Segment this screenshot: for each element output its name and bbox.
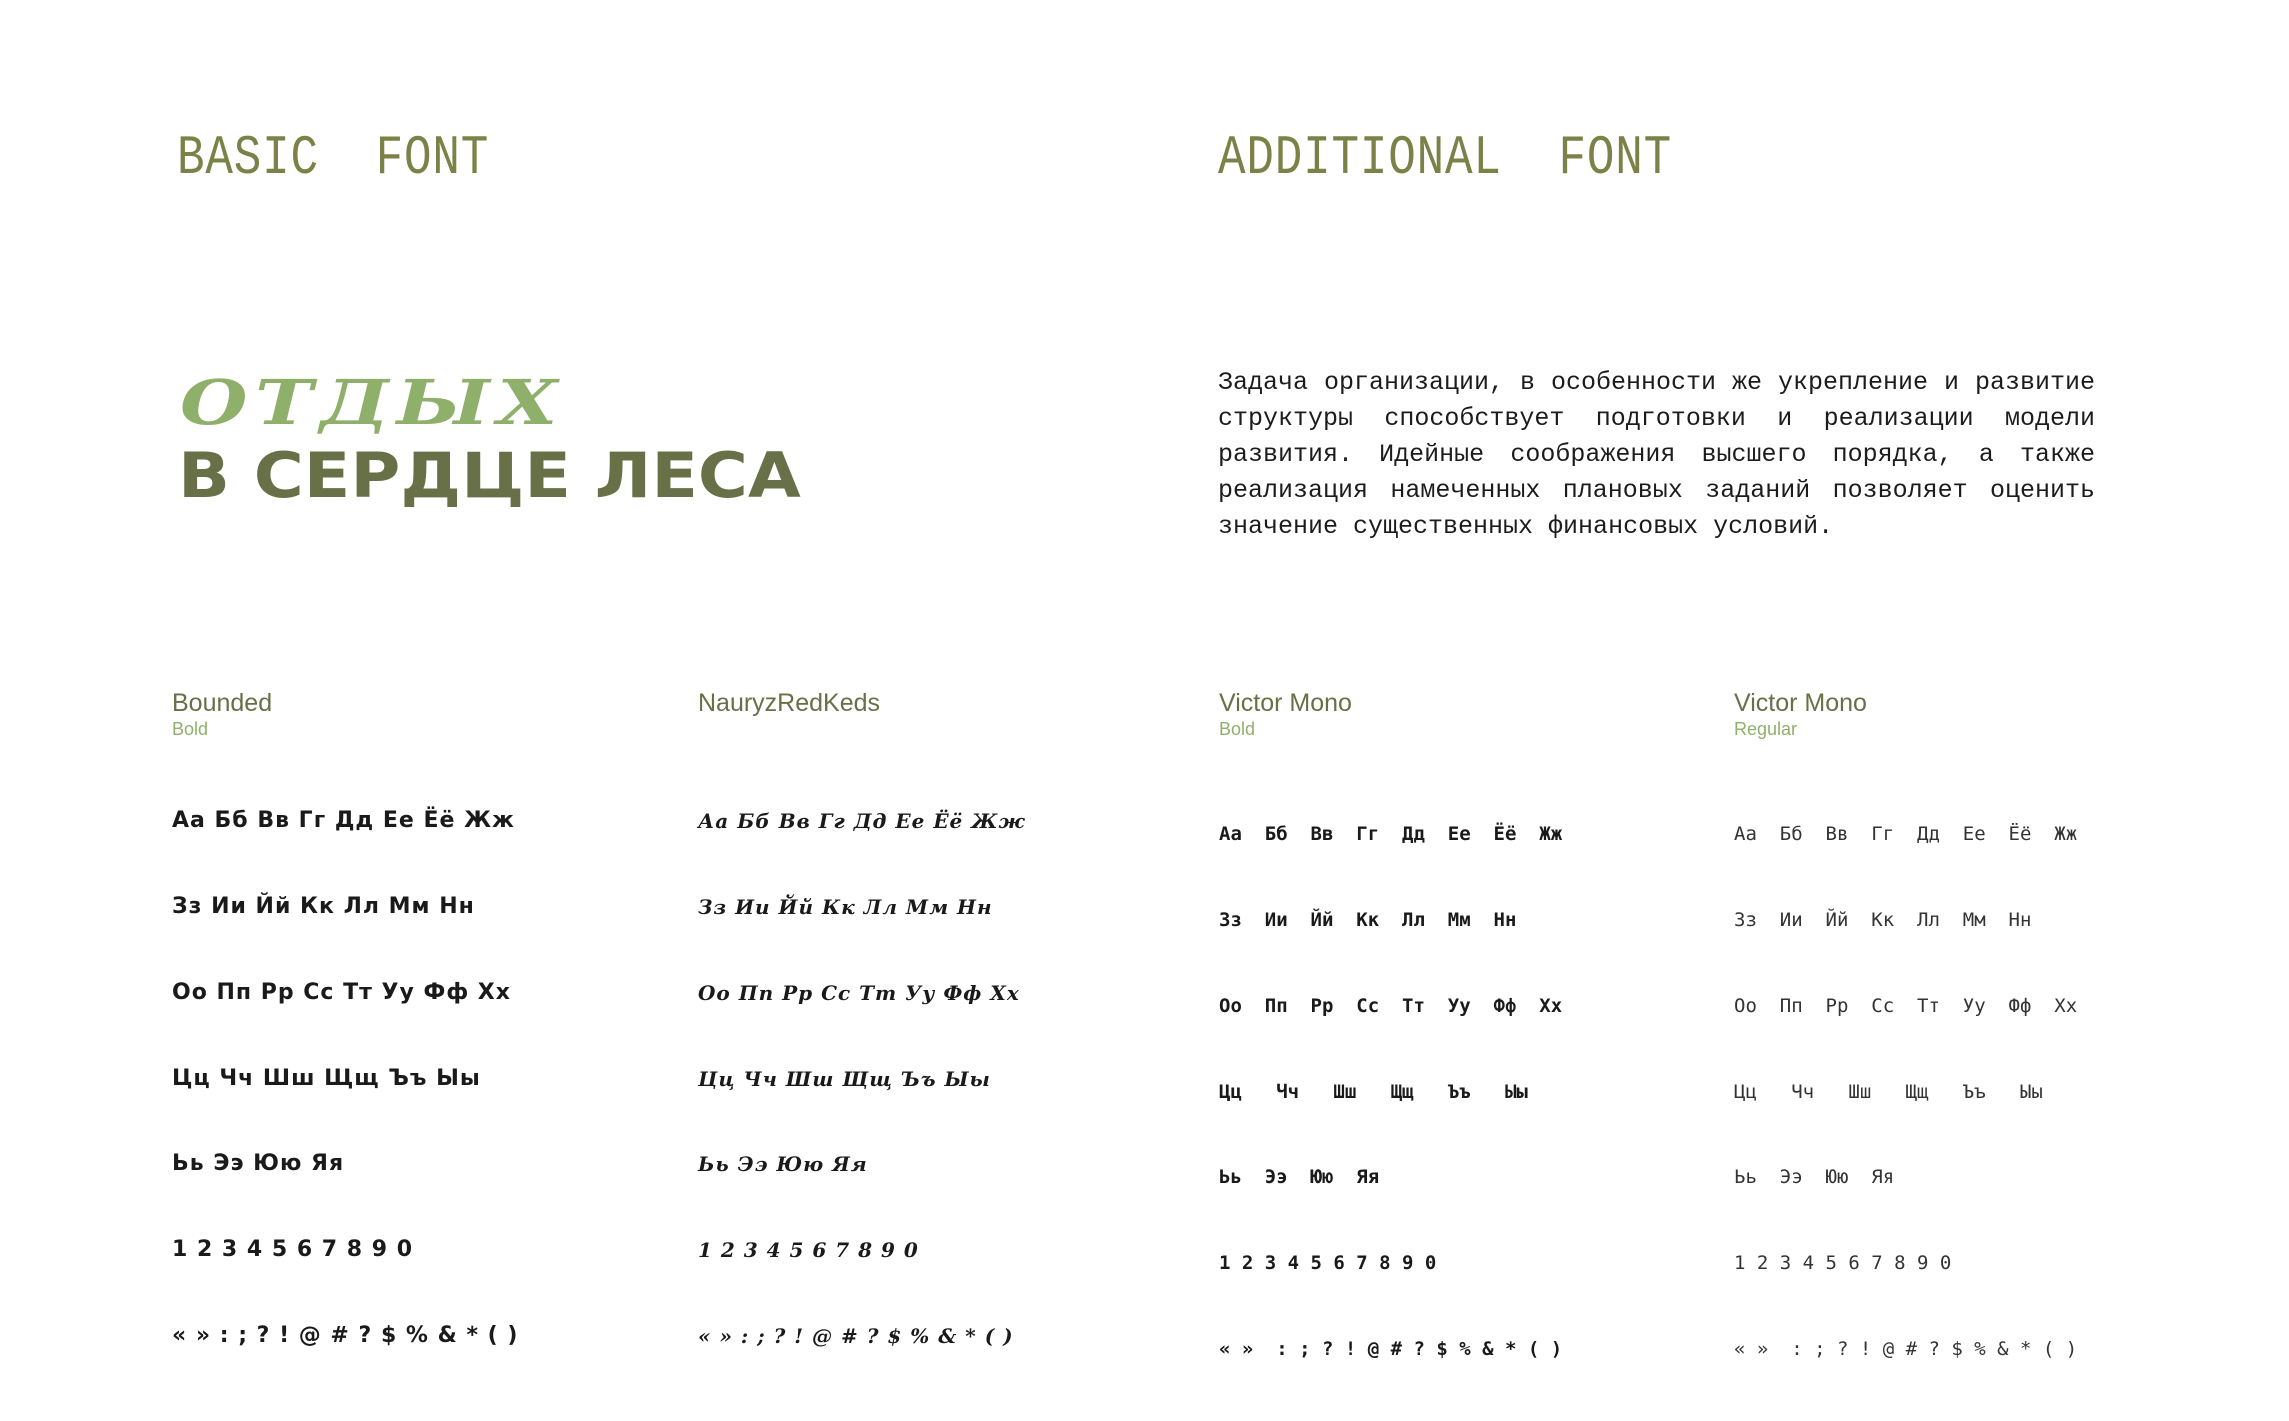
glyph-line: « » : ; ? ! @ # ? $ % & * ( ): [1734, 1337, 2078, 1360]
hero-script-word: ОТДЫХ: [180, 366, 565, 439]
additional-font-title: ADDITIONAL FONT: [1218, 126, 1673, 190]
glyph-line: Оо Пп Рр Сс Тт Уу Фф Хх: [1219, 994, 1563, 1017]
glyph-line: Оо Пп Рр Сс Тт Уу Фф Хх: [1734, 994, 2078, 1017]
font-weight: Regular: [1734, 719, 1798, 739]
specimen-victor-mono-regular: [1734, 688, 2077, 1421]
glyph-line: Зз Ии Йй Кк Лл Мм Нн: [698, 894, 993, 919]
sample-paragraph: Задача организации, в особенности же укрепление и развитие структуры способствует подготовки и реализации модели развития. Идейные соображения высшего порядка, а также реализация намеченных плановых заданий позволяет оценить значение существенных финансовых условий.: [1218, 368, 2095, 541]
glyph-line: Цц Чч Шш Щщ Ъъ Ыы: [1219, 1080, 1528, 1103]
glyph-line: Аа Бб Вв Гг Дд Ее Ёё Жж: [1219, 823, 1563, 846]
font-name: Victor Mono: [1734, 689, 1867, 717]
specimen-bounded: [172, 688, 518, 1408]
font-weight: [698, 718, 1026, 740]
specimen-nauryzredkeds: [698, 688, 1026, 1408]
glyph-line: Ьь Ээ Юю Яя: [1219, 1166, 1380, 1189]
glyph-set: [172, 750, 518, 1408]
glyph-line: « » : ; ? ! @ # ? $ % & * ( ): [698, 1323, 1014, 1348]
glyph-line: Аа Бб Вв Гг Дд Ее Ёё Жж: [1734, 823, 2078, 846]
glyph-set: [698, 750, 1026, 1408]
glyph-line: Ьь Ээ Юю Яя: [172, 1151, 345, 1177]
glyph-line: Ьь Ээ Юю Яя: [698, 1152, 868, 1177]
specimen-victor-mono-bold: [1219, 688, 1562, 1421]
font-name: Victor Mono: [1219, 689, 1352, 717]
font-name: Bounded: [172, 689, 273, 717]
glyph-line: 1 2 3 4 5 6 7 8 9 0: [1219, 1252, 1437, 1275]
basic-font-title: BASIC FONT: [177, 126, 490, 190]
glyph-line: 1 2 3 4 5 6 7 8 9 0: [698, 1238, 919, 1263]
glyph-line: 1 2 3 4 5 6 7 8 9 0: [1734, 1252, 1952, 1275]
glyph-line: Зз Ии Йй Кк Лл Мм Нн: [172, 893, 475, 919]
glyph-line: « » : ; ? ! @ # ? $ % & * ( ): [1219, 1337, 1563, 1360]
glyph-set: [1734, 763, 2077, 1421]
glyph-line: Оо Пп Рр Сс Тт Уу Фф Хх: [698, 980, 1020, 1005]
glyph-line: Аа Бб Вв Гг Дд Ее Ёё Жж: [698, 809, 1026, 834]
font-name: NauryzRedKeds: [698, 689, 881, 717]
glyph-line: Цц Чч Шш Щщ Ъъ Ыы: [698, 1066, 991, 1091]
glyph-line: Зз Ии Йй Кк Лл Мм Нн: [1734, 908, 2032, 931]
font-weight: Bold: [1219, 719, 1256, 739]
glyph-line: Аа Бб Вв Гг Дд Ее Ёё Жж: [172, 808, 515, 834]
glyph-set: [1219, 763, 1562, 1421]
hero-main-line: В СЕРДЦЕ ЛЕСА: [178, 439, 801, 512]
font-weight: Bold: [172, 719, 209, 739]
glyph-line: Оо Пп Рр Сс Тт Уу Фф Хх: [172, 979, 511, 1005]
glyph-line: Цц Чч Шш Щщ Ъъ Ыы: [1734, 1080, 2043, 1103]
glyph-line: Зз Ии Йй Кк Лл Мм Нн: [1219, 908, 1517, 931]
glyph-line: Цц Чч Шш Щщ Ъъ Ыы: [172, 1065, 481, 1091]
glyph-line: Ьь Ээ Юю Яя: [1734, 1166, 1895, 1189]
glyph-line: « » : ; ? ! @ # ? $ % & * ( ): [172, 1322, 519, 1348]
glyph-line: 1 2 3 4 5 6 7 8 9 0: [172, 1237, 414, 1263]
